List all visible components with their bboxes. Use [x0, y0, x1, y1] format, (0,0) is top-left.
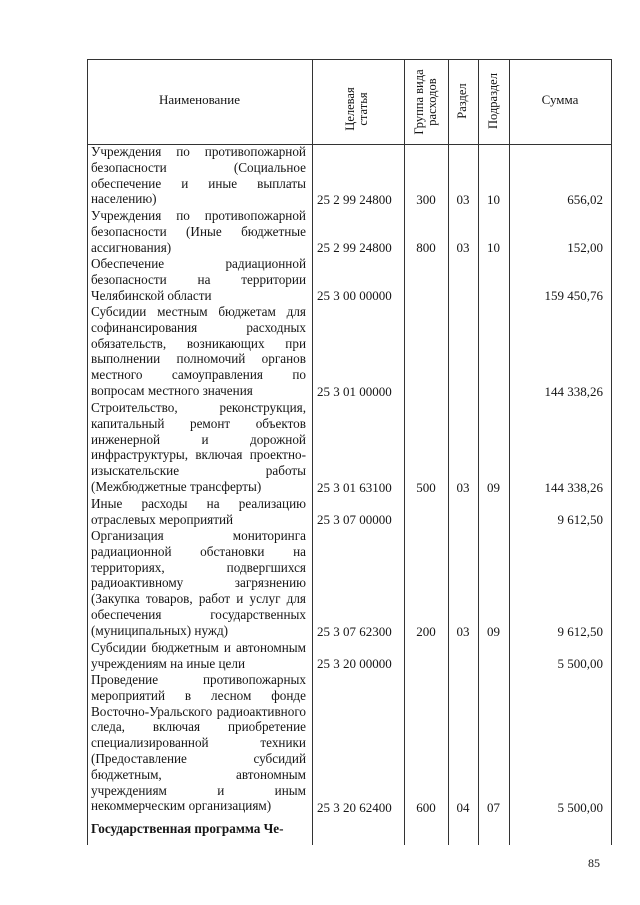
row-sum: 9 612,50	[557, 624, 603, 639]
row-code: 25 3 20 62400	[317, 800, 392, 815]
row-subsection: 09	[487, 480, 500, 495]
row-code: 25 3 07 62300	[317, 624, 392, 639]
row-section: 03	[456, 624, 470, 639]
header-expense-group	[413, 60, 439, 144]
row-code: 25 3 01 63100	[317, 480, 392, 495]
row-code: 25 3 07 00000	[317, 512, 392, 527]
row-subsection: 10	[487, 192, 500, 207]
header-target-article-line2: статья	[356, 92, 370, 126]
row-group: 200	[416, 624, 436, 639]
table-border-left	[87, 59, 88, 845]
row-name: Организация мониторинга радиационной обстановки на территориях, подвергшихся радиоактивному загрязнению (Закупка товаров, работ и услуг для обеспечения государственных (муниципальных) нужд)	[91, 528, 306, 638]
row-group: 500	[416, 480, 436, 495]
header-name: Наименование	[159, 92, 240, 107]
row-name: Строительство, реконструкция, капитальный ремонт объектов инженерной и дорожной инфраструктуры, включая проектно-изыскательские работы (Межбюджетные трансферты)	[91, 400, 306, 494]
row-subsection: 10	[487, 240, 500, 255]
budget-table	[87, 59, 612, 845]
row-sum: 5 500,00	[557, 656, 603, 671]
row-code: 25 2 99 24800	[317, 240, 392, 255]
table-border-top	[87, 59, 612, 60]
row-code: 25 3 00 00000	[317, 288, 392, 303]
row-name: Обеспечение радиационной безопасности на территории Челябинской области	[91, 256, 306, 303]
row-code: 25 2 99 24800	[317, 192, 392, 207]
row-group: 300	[416, 192, 436, 207]
row-name: Учреждения по противопожарной безопасности (Социальное обеспечение и иные выплаты населению)	[91, 144, 306, 207]
column-divider	[509, 59, 510, 845]
header-target-article	[344, 69, 372, 149]
row-name: Субсидии местным бюджетам для софинансирования расходных обязательств, возникающих при выполнении полномочий органов местного самоуправления по вопросам местного значения	[91, 304, 306, 398]
header-sum: Сумма	[541, 92, 579, 107]
row-sum: 152,00	[567, 240, 603, 255]
row-code: 25 3 20 00000	[317, 656, 392, 671]
row-sum: 9 612,50	[557, 512, 603, 527]
row-section: 04	[456, 800, 470, 815]
page-number: 85	[588, 856, 600, 870]
header-expense-group-line2: расходов	[425, 78, 439, 126]
row-subsection: 09	[487, 624, 500, 639]
column-divider	[404, 59, 405, 845]
row-sum: 159 450,76	[544, 288, 603, 303]
header-subsection: Подраздел	[486, 73, 500, 129]
row-sum: 5 500,00	[557, 800, 603, 815]
column-divider	[478, 59, 479, 845]
column-divider	[448, 59, 449, 845]
row-code: 25 3 01 00000	[317, 384, 392, 399]
row-group: 800	[416, 240, 436, 255]
row-name: Проведение противопожарных мероприятий в лесном фонде Восточно-Уральского радиоактивного следа, включая приобретение специализированной техники (Предоставление субсидий бюджетным, автономным учреждениям и иным некоммерческим организациям)	[91, 672, 306, 814]
row-section: 03	[456, 192, 470, 207]
row-sum: 144 338,26	[544, 480, 603, 495]
header-target-article-line1: Целевая	[343, 87, 357, 131]
row-subsection: 07	[487, 800, 500, 815]
row-sum: 144 338,26	[544, 384, 603, 399]
row-name: Субсидии бюджетным и автономным учреждениям на иные цели	[91, 640, 306, 671]
row-group: 600	[416, 800, 436, 815]
row-name: Учреждения по противопожарной безопасности (Иные бюджетные ассигнования)	[91, 208, 306, 255]
row-section: 03	[456, 480, 470, 495]
header-expense-group-line1: Группа вида	[412, 69, 426, 135]
table-border-right	[611, 59, 612, 845]
row-section: 03	[456, 240, 470, 255]
header-section: Раздел	[455, 83, 469, 119]
column-divider	[312, 59, 313, 845]
row-name: Иные расходы на реализацию отраслевых мероприятий	[91, 496, 306, 527]
row-name: Государственная программа Че-	[91, 821, 284, 836]
row-sum: 656,02	[567, 192, 603, 207]
